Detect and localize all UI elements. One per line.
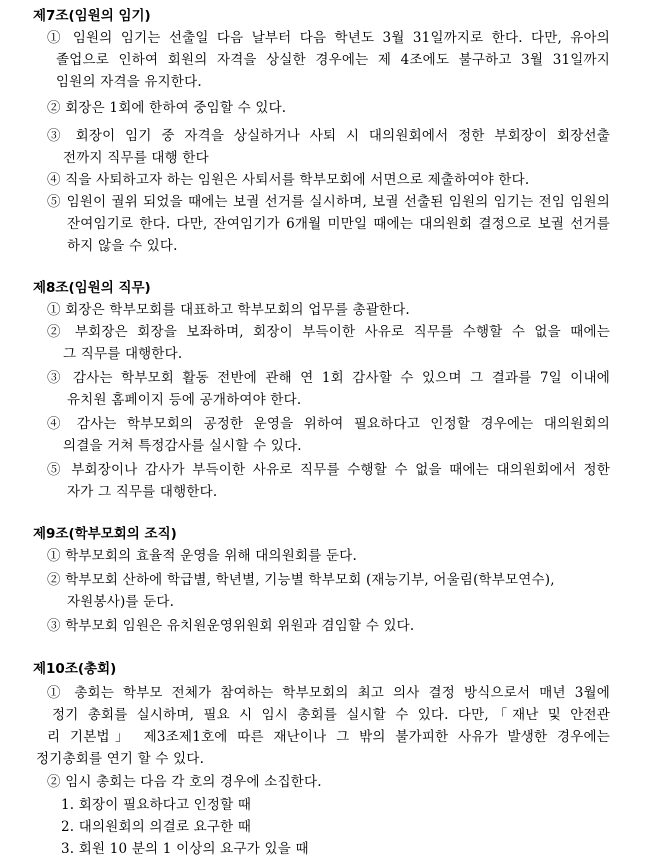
article-8-item-3-line-2: 유치원 홈페이지 등에 공개하여야 한다. — [67, 392, 302, 408]
article-10-heading: 제10조(총회) — [33, 661, 117, 677]
article-8-item-2-line-2: 그 직무를 대행한다. — [63, 346, 183, 362]
article-7-item-3-line-1: ③ 회장이 임기 중 자격을 상실하거나 사퇴 시 대의원회에서 정한 부회장이 회장선출 — [47, 128, 610, 144]
article-10-subitem-1: 1. 회장이 필요하다고 인정할 때 — [61, 797, 252, 813]
article-7-item-2: ② 회장은 1회에 한하여 중임할 수 있다. — [47, 100, 287, 116]
article-8-heading: 제8조(임원의 직무) — [33, 280, 151, 296]
article-7-item-5-line-3: 하지 않을 수 있다. — [67, 238, 178, 254]
article-9-item-2-line-2: 자원봉사)를 둔다. — [67, 594, 175, 610]
article-10-subitem-3: 3. 회원 10 분의 1 이상의 요구가 있을 때 — [61, 841, 309, 857]
article-8-item-1: ① 회장은 학부모회를 대표하고 학부모회의 업무를 총괄한다. — [47, 302, 410, 318]
article-9-item-2-line-1: ② 학부모회 산하에 학급별, 학년별, 기능별 학부모회 (재능기부, 어울림(학부모연수), — [47, 572, 555, 588]
article-8-item-5-line-2: 자가 그 직무를 대행한다. — [67, 484, 218, 500]
article-10-item-1-line-3: 리 기본법」 제3조제1호에 따른 재난이나 그 밖의 불가피한 사유가 발생한 경우에는 — [47, 729, 610, 745]
article-7-item-4: ④ 직을 사퇴하고자 하는 임원은 사퇴서를 학부모회에 서면으로 제출하여야 한다. — [47, 172, 530, 188]
article-7-item-1-line-3: 임원의 자격을 유지한다. — [56, 74, 202, 90]
article-8-item-5-line-1: ⑤ 부회장이나 감사가 부득이한 사유로 직무를 수행할 수 없을 때에는 대의원회에서 정한 — [47, 462, 610, 478]
article-7-item-1-line-1: ① 임원의 임기는 선출일 다음 날부터 다음 학년도 3월 31일까지로 한다. 다만, 유아의 — [47, 30, 610, 46]
article-10-item-2: ② 임시 총회는 다음 각 호의 경우에 소집한다. — [47, 774, 322, 790]
article-9-item-1: ① 학부모회의 효율적 운영을 위해 대의원회를 둔다. — [47, 548, 357, 564]
article-7-item-5-line-1: ⑤ 임원이 궐위 되었을 때에는 보궐 선거를 실시하며, 보궐 선출된 임원의 임기는 전임 임원의 — [47, 194, 610, 210]
article-10-subitem-2: 2. 대의원회의 의결로 요구한 때 — [61, 819, 252, 835]
article-7-item-5-line-2: 잔여임기로 한다. 다만, 잔여임기가 6개월 미만일 때에는 대의원회 결정으로 보궐 선거를 — [67, 216, 610, 232]
article-8-item-3-line-1: ③ 감사는 학부모회 활동 전반에 관해 연 1회 감사할 수 있으며 그 결과를 7일 이내에 — [47, 370, 610, 386]
article-10-item-1-line-4: 정기총회를 연기 할 수 있다. — [36, 751, 205, 767]
article-7-heading: 제7조(임원의 임기) — [33, 8, 151, 24]
article-9-heading: 제9조(학부모회의 조직) — [33, 526, 177, 542]
article-7-item-1-line-2: 졸업으로 인하여 회원의 자격을 상실한 경우에는 제 4조에도 불구하고 3월 31일까지 — [56, 52, 610, 68]
article-10-item-1-line-1: ① 총회는 학부모 전체가 참여하는 학부모회의 최고 의사 결정 방식으로서 매년 3월에 — [47, 685, 610, 701]
article-8-item-2-line-1: ② 부회장은 회장을 보좌하며, 회장이 부득이한 사유로 직무를 수행할 수 없을 때에는 — [47, 324, 610, 340]
article-8-item-4-line-2: 의결을 거쳐 특정감사를 실시할 수 있다. — [63, 438, 302, 454]
article-8-item-4-line-1: ④ 감사는 학부모회의 공정한 운영을 위하여 필요하다고 인정할 경우에는 대의원회의 — [47, 416, 610, 432]
article-9-item-3: ③ 학부모회 임원은 유치원운영위원회 위원과 겸임할 수 있다. — [47, 618, 415, 634]
article-7-item-3-line-2: 전까지 직무를 대행 한다 — [63, 150, 209, 166]
article-10-item-1-line-2: 정기 총회를 실시하며, 필요 시 임시 총회를 실시할 수 있다. 다만,「재난 및 안전관 — [52, 707, 610, 723]
